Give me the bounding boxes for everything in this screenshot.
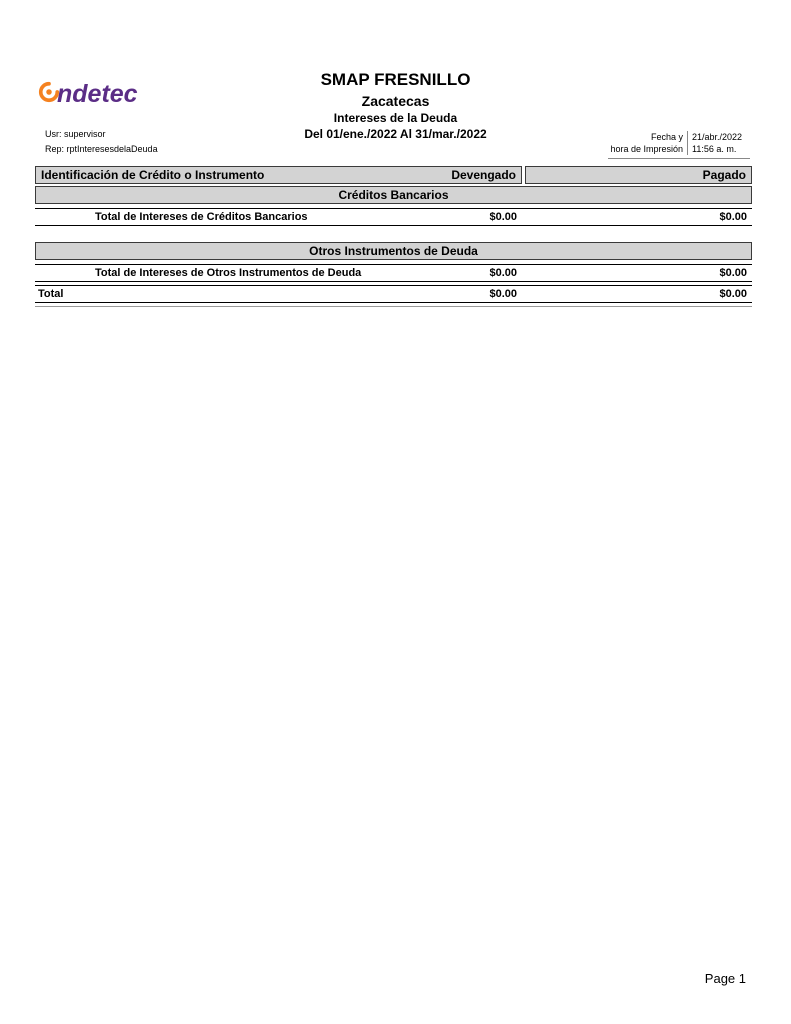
time-value: 11:56 a. m.	[692, 144, 737, 155]
row-main-cell	[35, 267, 522, 279]
logo-text: ndetec	[57, 80, 138, 108]
table-end-rule	[35, 306, 752, 307]
report-label: Rep: rptInteresesdelaDeuda	[45, 144, 158, 154]
row-devengado-value: $0.00	[489, 211, 517, 223]
row-label: Total de Intereses de Créditos Bancarios	[95, 211, 308, 223]
date-label: Fecha y	[650, 132, 683, 142]
report-name: Intereses de la Deuda	[333, 110, 458, 125]
section-header-otros-instrumentos: Otros Instrumentos de Deuda	[35, 242, 752, 260]
report-period: Del 01/ene./2022 Al 31/mar./2022	[304, 127, 487, 142]
total-main-cell	[35, 288, 522, 300]
row-pagado-value: $0.00	[719, 211, 747, 223]
org-subtitle: Zacatecas	[361, 92, 430, 109]
col-header-devengado: Devengado	[451, 168, 516, 182]
col-header-pagado: Pagado	[525, 166, 752, 184]
table-header-row	[35, 166, 752, 184]
total-devengado-value: $0.00	[489, 288, 517, 300]
total-row	[35, 285, 752, 303]
row-devengado-value: $0.00	[489, 267, 517, 279]
table-header-main	[35, 166, 522, 184]
row-main-cell	[35, 211, 522, 223]
row-pagado-value: $0.00	[719, 267, 747, 279]
table-row	[35, 264, 752, 282]
report-table	[35, 166, 752, 307]
row-label: Total de Intereses de Otros Instrumentos de Deuda	[95, 267, 362, 279]
total-pagado-value: $0.00	[719, 288, 747, 300]
print-meta-values	[688, 131, 750, 155]
total-label: Total	[38, 288, 64, 300]
section-header-creditos-bancarios: Créditos Bancarios	[35, 186, 752, 204]
page-number: Page 1	[704, 971, 746, 986]
col-header-id: Identificación de Crédito o Instrumento	[41, 168, 265, 182]
print-meta-labels	[608, 131, 688, 155]
user-label: Usr: supervisor	[45, 129, 106, 139]
user-meta	[45, 129, 158, 159]
section-spacer	[35, 226, 752, 240]
org-title: SMAP FRESNILLO	[320, 70, 471, 89]
time-label: hora de Impresión	[610, 144, 683, 155]
date-value: 21/abr./2022	[692, 132, 743, 142]
print-meta	[608, 131, 750, 159]
table-row	[35, 208, 752, 226]
